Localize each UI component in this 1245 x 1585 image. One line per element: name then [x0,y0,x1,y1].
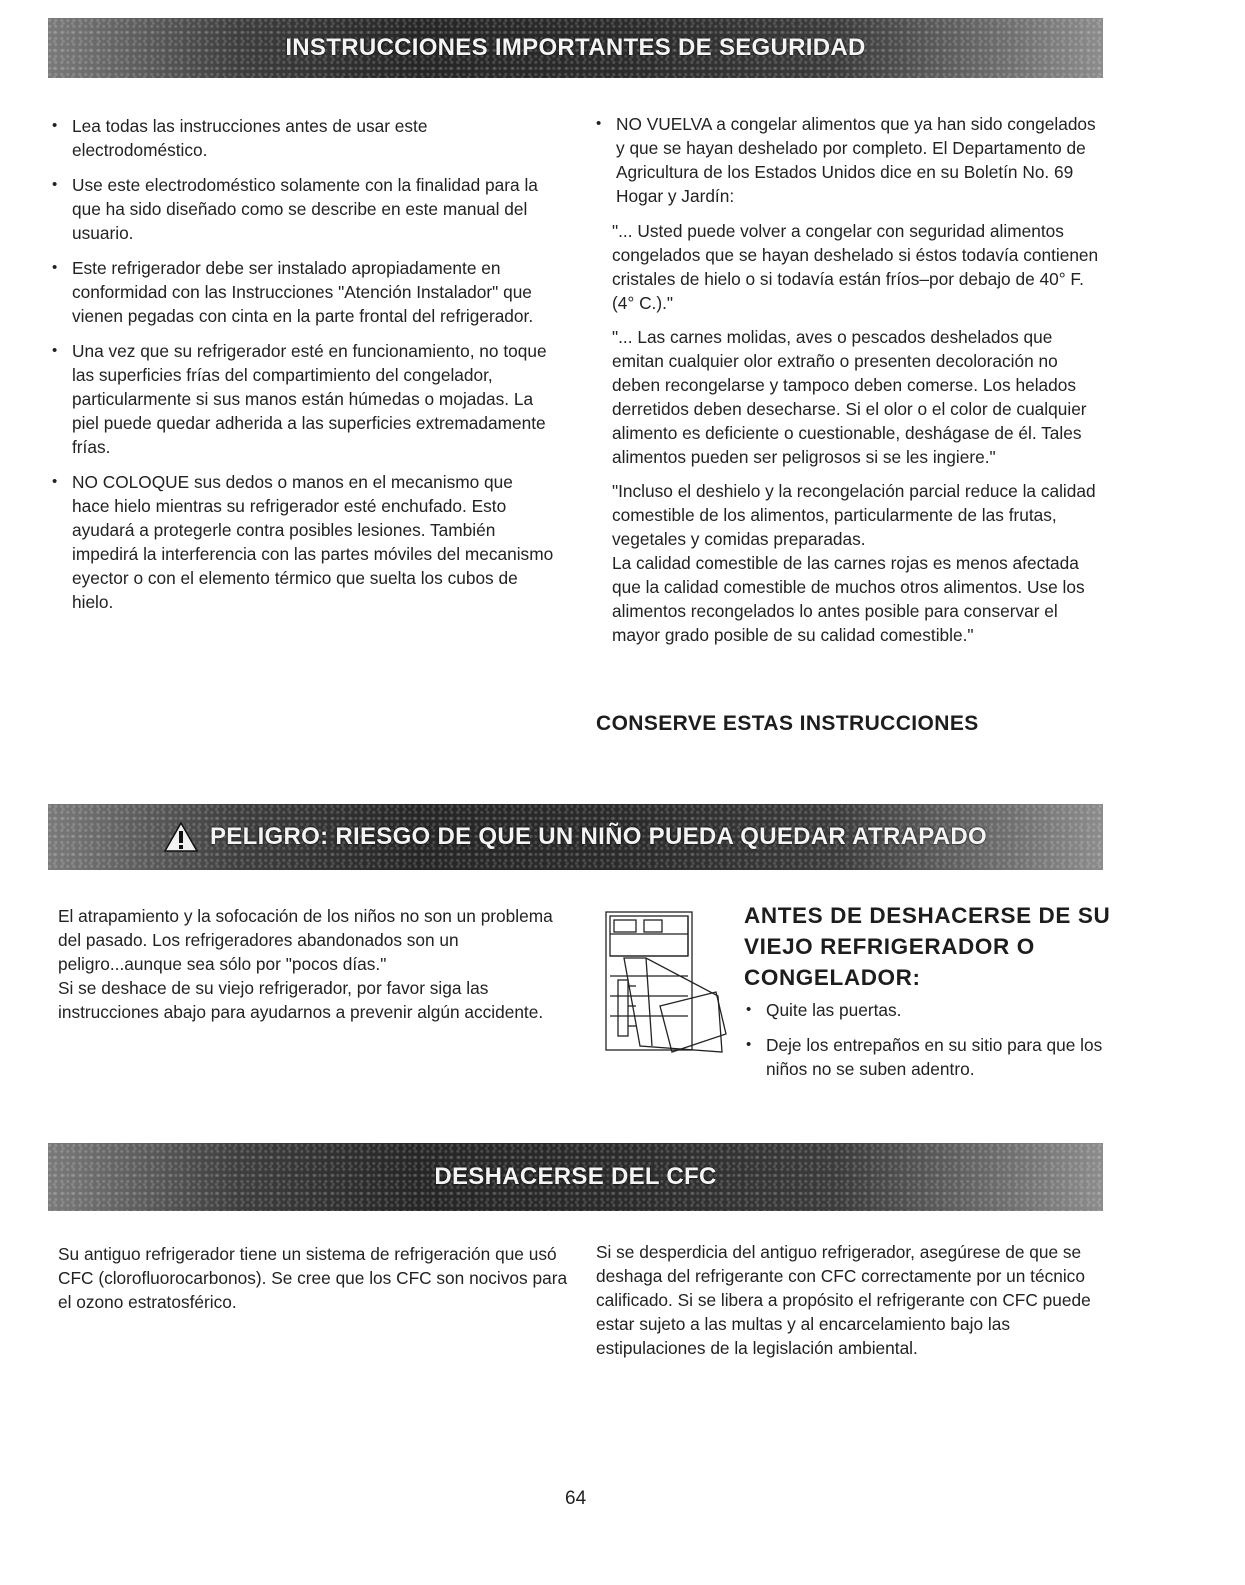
usda-quote-3b: La calidad comestible de las carnes rojas es menos afectada que la calidad comestible de muchos otros alimentos. Use los alimentos recongelados lo antes posible para conservar el mayor grado posible de su calidad comestible." [612,553,1085,645]
cfc-paragraph-right: Si se desperdicia del antiguo refrigerador, asegúrese de que se deshaga del refrigerante con CFC correctamente por un técnico calificado. Si se libera a propósito el refrigerante con CFC puede estar sujeto a las multas y al encarcelamiento bajo las estipulaciones de la legislación ambiental. [596,1242,1091,1358]
cfc-paragraph-left: Su antiguo refrigerador tiene un sistema de refrigeración que usó CFC (clorofluorocarbonos). Se cree que los CFC son nocivos para el ozono estratosférico. [58,1244,568,1312]
usda-quote-3a: "Incluso el deshielo y la recongelación parcial reduce la calidad comestible de los alimentos, particularmente de las frutas, vegetales y comidas preparadas. [612,481,1096,549]
cfc-left-text [58,1242,578,1324]
usda-quote-1: "... Usted puede volver a congelar con seguridad alimentos congelados que se hayan deshelado si éstos todavía contienen cristales de hielo o si todavía están fríos–por debajo de 40° F. (4° C.)." [612,221,1099,313]
cfc-banner-title: DESHACERSE DEL CFC [434,1163,717,1190]
refreeze-item: • NO VUELVA a congelar alimentos que ya han sido congelados y que se hayan deshelado por completo. El Departamento de Agricultura de los Estados Unidos dice en su Boletín No. 69 Hogar y Jardín: [594,112,1104,208]
safety-item-1: • Lea todas las instrucciones antes de usar este electrodoméstico. [50,114,555,162]
safety-left-column [50,114,555,625]
danger-banner-title: PELIGRO: RIESGO DE QUE UN NIÑO PUEDA QUEDAR ATRAPADO [210,823,987,850]
usda-quote-2: "... Las carnes molidas, aves o pescados deshelados que emitan cualquier olor extraño o presenten decoloración no deben recongelarse y tampoco deben comerse. Los helados derretidos deben desecharse. Si el olor o el color de cualquier alimento es deficiente o cuestionable, deshágase de él. Tales alimentos pueden ser peligrosos si se les ingiere." [612,327,1087,467]
disposal-heading: ANTES DE DESHACERSE DE SU VIEJO REFRIGERADOR O CONGELADOR: [744,903,1111,990]
disposal-item-2: • Deje los entrepaños en su sitio para que los niños no se suben adentro. [744,1033,1124,1081]
disposal-bullet-list [744,998,1124,1081]
refrigerator-open-doors-icon [600,906,730,1056]
entrapment-paragraph-2: Si se deshace de su viejo refrigerador, por favor siga las instrucciones abajo para ayudarnos a prevenir algún accidente. [58,978,544,1022]
safety-item-5: • NO COLOQUE sus dedos o manos en el mecanismo que hace hielo mientras su refrigerador esté enchufado. Esto ayudará a protegerle contra posibles lesiones. También impedirá la interferencia con las partes móviles del mecanismo eyector o con el elemento térmico que suelta los cubos de hielo. [50,470,555,614]
warning-triangle-icon [164,822,198,852]
safety-right-column [594,112,1104,657]
cfc-right-text [596,1240,1101,1370]
disposal-steps [744,998,1124,1092]
refreeze-bullet-list [594,112,1104,208]
safety-bullet-list [50,114,555,614]
usda-quotes [594,219,1104,647]
disposal-item-1: • Quite las puertas. [744,998,1124,1022]
safety-banner-title: INSTRUCCIONES IMPORTANTES DE SEGURIDAD [285,34,866,61]
danger-banner [48,804,1103,870]
page-number: 64 [565,1488,587,1509]
conserve-heading: CONSERVE ESTAS INSTRUCCIONES [596,712,979,735]
safety-item-2: • Use este electrodoméstico solamente con la finalidad para la que ha sido diseñado como se describe en este manual del usuario. [50,173,555,245]
safety-item-4: • Una vez que su refrigerador esté en funcionamiento, no toque las superficies frías del compartimiento del congelador, particularmente si sus manos están húmedas o mojadas. La piel puede quedar adherida a las superficies extremadamente frías. [50,339,555,459]
safety-item-3: • Este refrigerador debe ser instalado apropiadamente en conformidad con las Instrucciones "Atención Instalador" que vienen pegadas con cinta en la parte frontal del refrigerador. [50,256,555,328]
safety-instructions-banner [48,18,1103,78]
entrapment-paragraph-1: El atrapamiento y la sofocación de los niños no son un problema del pasado. Los refrigeradores abandonados son un peligro...aunque sea sólo por "pocos días." [58,906,553,974]
entrapment-text [58,904,558,1034]
cfc-banner [48,1143,1103,1211]
